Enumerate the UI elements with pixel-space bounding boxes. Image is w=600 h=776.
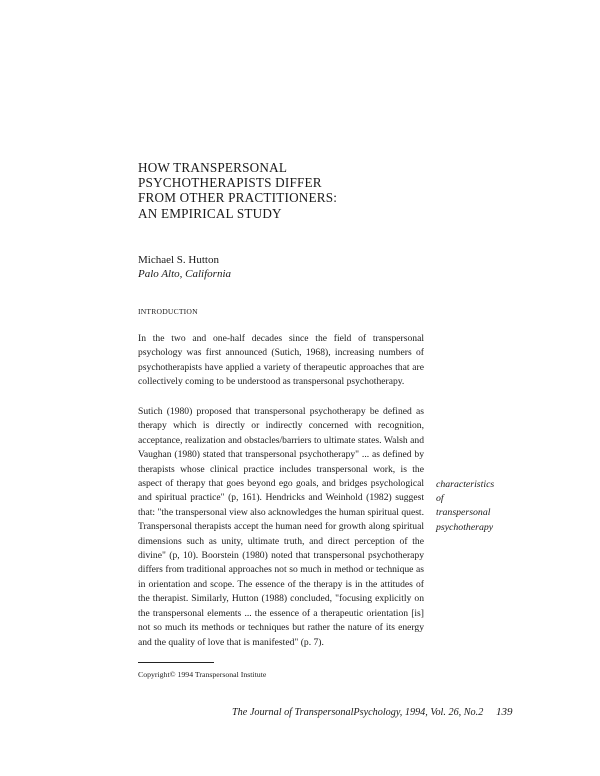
title-line: PSYCHOTHERAPISTS DIFFER [138, 175, 322, 191]
margin-note-line: characteristics [436, 479, 495, 490]
page-number: 139 [496, 706, 513, 718]
author-affiliation: Palo Alto, California [138, 268, 232, 280]
footnote-rule [138, 662, 214, 663]
title-line: AN EMPIRICAL STUDY [138, 205, 282, 221]
article-title [138, 160, 438, 221]
journal-footer: The Journal of TranspersonalPsychology, 1994, Vol. 26, No.2 [232, 707, 484, 718]
margin-note-line: transpersonal [436, 507, 491, 519]
author-name: Michael S. Hutton [138, 254, 219, 266]
title-line: HOW TRANSPERSONAL [138, 160, 288, 175]
body-paragraph-2: Sutich (1980) proposed that transpersonal psychotherapy be defined as therapy which is directly or indirectly concerned with recognition, acceptance, realization and obstacles/barriers to ultimate states. Walsh and Vaughan (1980) stated that transpersonal psychotherapy" ... as defined by therapists whose clinical practice includes transpersonal work, is the aspect of therapy that goes beyond ego goals, and bridges psychological and spiritual practice" (p, 161). Hendricks and Weinhold (1982) suggest that: "the transpersonal view also acknowledges the human spiritual quest. Transpersonal therapists accept the human need for growth along spiritual dimensions such as unity, ultimate truth, and direct perception of the divine" (p, 10). Boorstein (1980) noted that transpersonal psychotherapy differs from traditional approaches not so much in method or technique as in orientation and scope. The essence of the therapy is in the attitudes of the therapist. Similarly, Hutton (1988) concluded, "focusing explicitly on the transpersonal elements ... the essence of a therapeutic orientation [is] not so much its methods or techniques but rather the nature of its energy and the quality of love that is manifested" (p. 7). [138, 406, 424, 648]
section-heading: INTRODUCTION [138, 307, 198, 316]
copyright-notice: Copyright© 1994 Transpersonal Institute [138, 670, 267, 679]
body-paragraph-1: In the two and one-half decades since the field of transpersonal psychology was first announced (Sutich, 1968), increasing numbers of psychotherapists have applied a variety of therapeutic approaches that are collectively coming to be understood as transpersonal psychotherapy. [138, 333, 424, 388]
title-line: FROM OTHER PRACTITIONERS: [138, 190, 338, 206]
margin-note-line: of [436, 493, 444, 505]
margin-note [436, 478, 546, 535]
margin-note-line: psychotherapy [436, 521, 494, 533]
